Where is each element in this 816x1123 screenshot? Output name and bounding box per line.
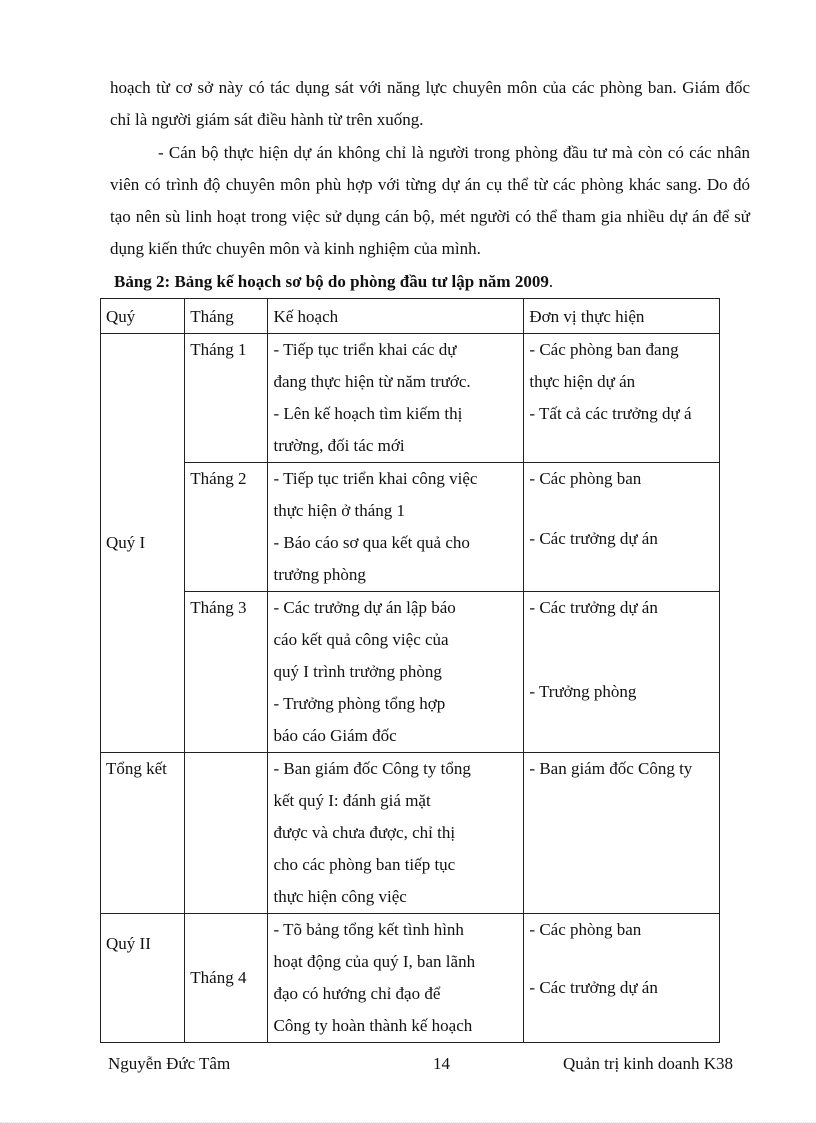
unit-line: - Các trưởng dự án bbox=[529, 529, 658, 548]
plan-line: thực hiện công việc bbox=[273, 887, 407, 906]
month-cell-empty bbox=[185, 753, 268, 914]
unit-line: - Các trưởng dự án bbox=[529, 598, 658, 617]
unit-cell bbox=[524, 463, 720, 592]
month-cell: Tháng 1 bbox=[185, 334, 268, 463]
plan-table bbox=[100, 298, 720, 1043]
plan-line: - Tiếp tục triển khai công việc bbox=[273, 469, 478, 488]
plan-cell bbox=[268, 914, 524, 1043]
plan-line: - Tõ bảng tổng kết tình hình bbox=[273, 920, 464, 939]
plan-line: quý I trình trưởng phòng bbox=[273, 662, 442, 681]
plan-line: - Ban giám đốc Công ty tổng bbox=[273, 759, 471, 778]
unit-cell bbox=[524, 592, 720, 753]
plan-line: - Báo cáo sơ qua kết quả cho bbox=[273, 533, 470, 552]
quarter-label: Quý II bbox=[106, 934, 151, 953]
table-row bbox=[101, 463, 720, 592]
unit-line: - Trưởng phòng bbox=[529, 682, 637, 701]
plan-line: đạo có hướng chỉ đạo để bbox=[273, 984, 441, 1003]
month-cell: Tháng 2 bbox=[185, 463, 268, 592]
unit-line: - Tất cả các trưởng dự á bbox=[529, 404, 692, 423]
plan-line: cáo kết quả công việc của bbox=[273, 630, 449, 649]
plan-line: đang thực hiện từ năm trước. bbox=[273, 372, 471, 391]
plan-cell bbox=[268, 592, 524, 753]
plan-line: báo cáo Giám đốc bbox=[273, 726, 397, 745]
plan-cell bbox=[268, 334, 524, 463]
month-cell: Tháng 3 bbox=[185, 592, 268, 753]
header-quarter: Quý bbox=[101, 299, 185, 334]
month-cell: Tháng 4 bbox=[185, 914, 268, 1043]
unit-line: - Các phòng ban bbox=[529, 469, 642, 488]
plan-line: - Lên kế hoạch tìm kiếm thị bbox=[273, 404, 463, 423]
plan-line: - Các trưởng dự án lập báo bbox=[273, 598, 456, 617]
table-row bbox=[101, 914, 720, 1043]
unit-line: - Các phòng ban đang bbox=[529, 340, 679, 359]
header-plan: Kế hoạch bbox=[268, 299, 524, 334]
plan-line: trường, đối tác mới bbox=[273, 436, 405, 455]
plan-cell bbox=[268, 463, 524, 592]
plan-line: - Tiếp tục triển khai các dự bbox=[273, 340, 457, 359]
plan-cell bbox=[268, 753, 524, 914]
table-caption bbox=[114, 268, 553, 296]
summary-label-cell: Tổng kết bbox=[101, 753, 185, 914]
plan-line: kết quý I: đánh giá mặt bbox=[273, 791, 431, 810]
unit-line: - Các trưởng dự án bbox=[529, 978, 658, 997]
plan-line: Công ty hoàn thành kế hoạch bbox=[273, 1016, 473, 1035]
table-row bbox=[101, 592, 720, 753]
unit-line: - Các phòng ban bbox=[529, 920, 642, 939]
plan-line: được và chưa được, chỉ thị bbox=[273, 823, 456, 842]
unit-line: thực hiện dự án bbox=[529, 372, 636, 391]
table-caption-label: Bảng 2: Bảng kế hoạch sơ bộ do phòng đầu tư lập năm 2009 bbox=[114, 272, 549, 291]
header-month: Tháng bbox=[185, 299, 268, 334]
header-unit: Đơn vị thực hiện bbox=[524, 299, 720, 334]
body-paragraph-bullet: - Cán bộ thực hiện dự án không chỉ là người trong phòng đầu tư mà còn có các nhân viên có trình độ chuyên môn phù hợp với từng dự án cụ thể từ các phòng khác sang. Do đó tạo nên sù linh hoạt trong việc sử dụng cán bộ, mét người có thể tham gia nhiều dự án để sử dụng kiến thức chuyên môn và kinh nghiệm của mình. bbox=[110, 143, 750, 258]
table-row bbox=[101, 334, 720, 463]
plan-line: trưởng phòng bbox=[273, 565, 366, 584]
footer-page-number: 14 bbox=[433, 1054, 450, 1073]
footer-author: Nguyễn Đức Tâm bbox=[108, 1054, 231, 1073]
unit-cell bbox=[524, 334, 720, 463]
unit-line: - Ban giám đốc Công ty bbox=[529, 759, 693, 778]
table-caption-end: . bbox=[548, 272, 554, 291]
table-header-row bbox=[101, 299, 720, 334]
unit-cell bbox=[524, 753, 720, 914]
body-paragraph: hoạch từ cơ sở này có tác dụng sát với năng lực chuyên môn của các phòng ban. Giám đốc chỉ là người giám sát điều hành từ trên xuống. bbox=[110, 78, 750, 129]
quarter-cell bbox=[101, 914, 185, 1043]
unit-cell bbox=[524, 914, 720, 1043]
quarter-cell: Quý I bbox=[101, 334, 185, 753]
plan-line: cho các phòng ban tiếp tục bbox=[273, 855, 456, 874]
table-row bbox=[101, 753, 720, 914]
footer-course: Quản trị kinh doanh K38 bbox=[563, 1054, 733, 1073]
plan-line: hoạt động của quý I, ban lãnh bbox=[273, 952, 476, 971]
plan-line: thực hiện ở tháng 1 bbox=[273, 501, 405, 520]
plan-line: - Trưởng phòng tổng hợp bbox=[273, 694, 446, 713]
